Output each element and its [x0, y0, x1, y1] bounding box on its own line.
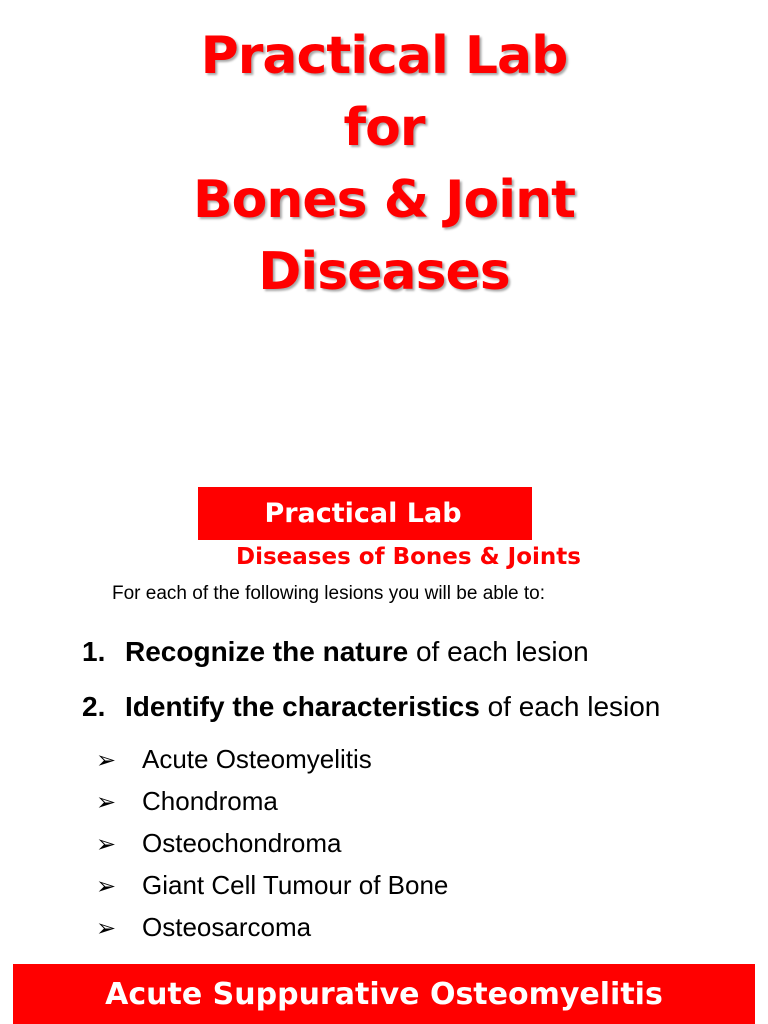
arrow-right-icon: ➢ — [96, 915, 117, 942]
intro-text: For each of the following lesions you will be able to: — [112, 583, 546, 604]
arrow-right-icon: ➢ — [96, 747, 117, 774]
objectives-list — [82, 624, 722, 736]
title-line-3: Bones & Joint — [193, 170, 575, 230]
list-item — [96, 781, 448, 823]
arrow-right-icon: ➢ — [96, 789, 117, 816]
lesion-label: Acute Osteomyelitis — [142, 744, 372, 774]
title-line-4: Diseases — [258, 242, 510, 302]
lesion-label: Osteosarcoma — [142, 912, 312, 942]
objective-rest: of each lesion — [479, 691, 661, 722]
objective-number: 1. — [82, 636, 106, 667]
objective-emphasis: Recognize the nature — [125, 636, 409, 667]
objective-number: 2. — [82, 691, 106, 722]
arrow-right-icon: ➢ — [96, 873, 117, 900]
lesion-label: Osteochondroma — [142, 828, 342, 858]
lesion-list — [96, 739, 448, 949]
list-item — [96, 907, 448, 949]
list-item — [96, 865, 448, 907]
objective-rest: of each lesion — [408, 636, 589, 667]
title-line-1: Practical Lab — [200, 26, 568, 86]
list-item — [96, 823, 448, 865]
title-line-2: for — [343, 98, 425, 158]
lesion-label: Chondroma — [142, 786, 278, 816]
list-item — [96, 739, 448, 781]
objective-emphasis: Identify the characteristics — [125, 691, 480, 722]
osteomyelitis-banner: Acute Suppurative Osteomyelitis — [13, 964, 755, 1024]
lesion-label: Giant Cell Tumour of Bone — [142, 870, 449, 900]
objective-item — [82, 624, 722, 679]
practical-lab-banner: Practical Lab — [198, 487, 532, 540]
section-subtitle: Diseases of Bones & Joints — [236, 544, 581, 570]
arrow-right-icon: ➢ — [96, 831, 117, 858]
objective-item — [82, 679, 722, 734]
slide-title — [0, 20, 768, 308]
